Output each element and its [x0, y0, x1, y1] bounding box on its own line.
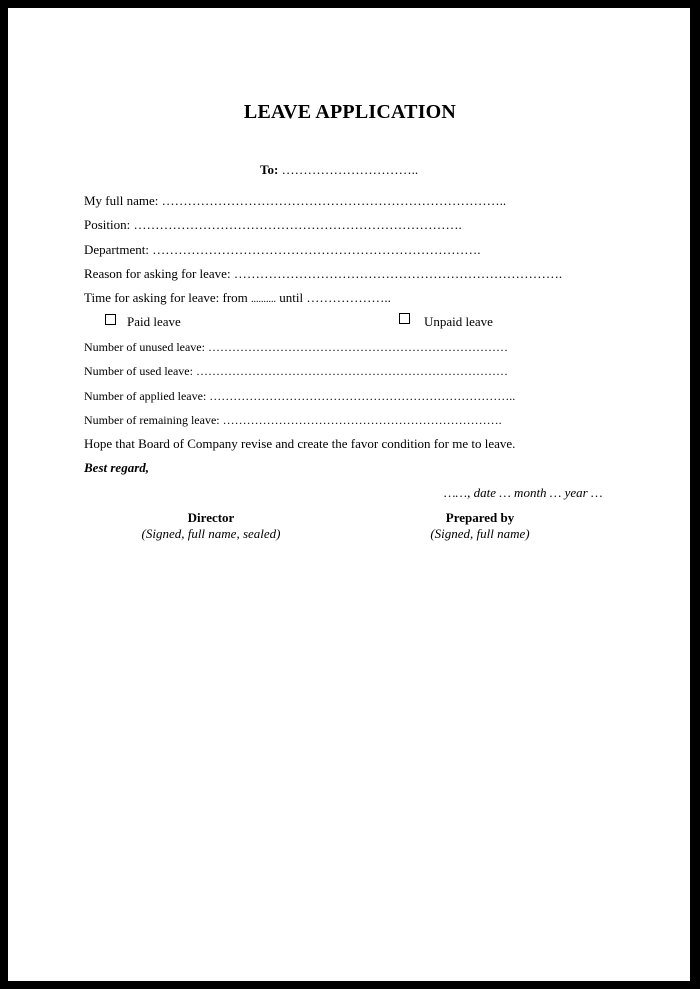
unused-leave-label: Number of unused leave: — [84, 340, 205, 354]
date-line[interactable]: ……, date … month … year … — [444, 485, 603, 500]
document-page — [8, 8, 690, 981]
department-label: Department: — [84, 242, 149, 257]
unpaid-leave-label: Unpaid leave — [424, 314, 493, 329]
remaining-leave-label: Number of remaining leave: — [84, 413, 220, 427]
director-title: Director — [187, 510, 235, 525]
director-note: (Signed, full name, sealed) — [141, 526, 281, 541]
full-name-field[interactable]: …………………………………………………………………….. — [161, 193, 507, 208]
remaining-leave-row — [84, 414, 502, 426]
reason-label: Reason for asking for leave: — [84, 266, 231, 281]
position-row — [84, 218, 462, 231]
position-field[interactable]: …………………………………………………………………. — [133, 217, 462, 232]
to-dots[interactable]: ………………………….. — [281, 162, 419, 177]
full-name-row — [84, 194, 506, 207]
used-leave-label: Number of used leave: — [84, 364, 193, 378]
applied-leave-row — [84, 390, 515, 402]
closing-sentence: Hope that Board of Company revise and create the favor condition for me to leave. — [84, 436, 516, 451]
document-title: LEAVE APPLICATION — [243, 101, 457, 123]
paid-leave-label: Paid leave — [127, 314, 181, 329]
time-from-field[interactable]: .......... — [251, 294, 277, 305]
full-name-label: My full name: — [84, 193, 159, 208]
best-regard: Best regard, — [84, 460, 149, 475]
time-label: Time for asking for leave: from — [84, 290, 248, 305]
unused-leave-field[interactable]: ………………………………………………………………… — [207, 340, 508, 354]
to-label: To: — [260, 162, 279, 177]
remaining-leave-field[interactable]: ……………………………………………………………. — [222, 413, 502, 427]
prepared-by-note: (Signed, full name) — [430, 526, 530, 541]
position-label: Position: — [84, 217, 131, 232]
reason-row — [84, 267, 562, 280]
reason-field[interactable]: …………………………………………………………………. — [233, 266, 563, 281]
department-field[interactable]: …………………………………………………………………. — [152, 242, 481, 257]
applied-leave-field[interactable]: ………………………………………………………………….. — [209, 389, 516, 403]
used-leave-row — [84, 365, 508, 377]
unused-leave-row — [84, 341, 508, 353]
department-row — [84, 243, 480, 256]
time-until-field[interactable]: ……………….. — [306, 290, 391, 305]
paid-leave-checkbox[interactable] — [105, 314, 116, 325]
prepared-by-title: Prepared by — [445, 510, 515, 525]
applied-leave-label: Number of applied leave: — [84, 389, 207, 403]
used-leave-field[interactable]: …………………………………………………………………… — [195, 364, 508, 378]
unpaid-leave-checkbox[interactable] — [399, 313, 410, 324]
time-row — [84, 291, 391, 305]
to-line — [260, 163, 418, 176]
time-until-label: until — [279, 290, 304, 305]
